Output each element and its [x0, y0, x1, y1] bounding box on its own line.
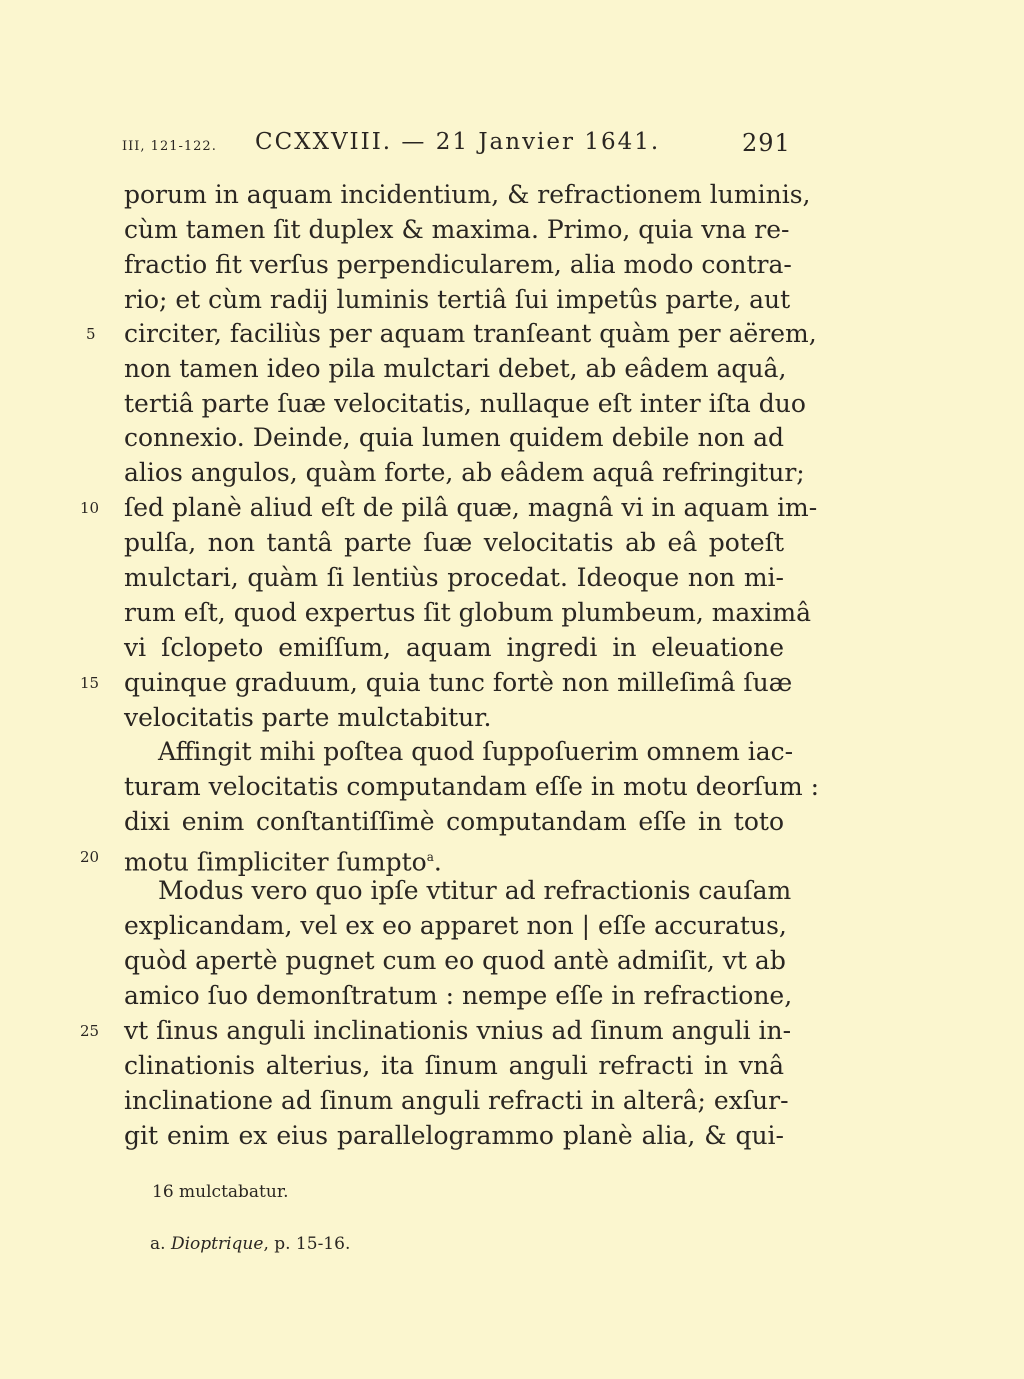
text-line: cùm tamen ſit duplex & maxima. Primo, quia vna re-: [124, 215, 790, 244]
text-line: rio; et cùm radij luminis tertiâ ſui impetûs parte, aut: [124, 285, 791, 314]
footnote-label: a.: [150, 1234, 166, 1254]
text-line: quinque graduum, quia tunc fortè non milleſimâ ſuæ: [124, 668, 793, 697]
text-line: ſed planè aliud eſt de pilâ quæ, magnâ vi in aquam im-: [124, 493, 818, 522]
text-line: circiter, faciliùs per aquam tranſeant quàm per aërem,: [124, 319, 817, 348]
text-line: turam velocitatis computandam eſſe in motu deorſum :: [124, 772, 820, 801]
source-reference: III, 121-122.: [122, 139, 217, 154]
text-line: Affingit mihi poſtea quod ſuppoſuerim omnem iac-: [158, 737, 794, 766]
text-line: dixi enim conſtantiſſimè computandam eſſe in toto: [124, 807, 784, 836]
text-line: non tamen ideo pila mulctari debet, ab eâdem aquâ,: [124, 354, 787, 383]
text-line: amico ſuo demonſtratum : nempe eſſe in refractione,: [124, 981, 793, 1010]
sentence-period: .: [433, 847, 442, 877]
line-number: 25: [80, 1022, 100, 1040]
variant-note: 16 mulctabatur.: [152, 1182, 289, 1202]
text-line: rum eſt, quod expertus ſit globum plumbeum, maximâ: [124, 598, 812, 627]
text-line: velocitatis parte mulctabitur.: [124, 703, 492, 732]
line-number: 15: [80, 674, 100, 692]
line-number: 10: [80, 499, 100, 517]
footnote-work-title: Dioptrique: [170, 1234, 264, 1254]
text-line: vi ſclopeto emiſſum, aquam ingredi in eleuatione: [124, 633, 784, 662]
text-line: clinationis alterius, ita ſinum anguli refracti in vnâ: [124, 1051, 784, 1080]
letter-title: CCXXVIII. — 21 Janvier 1641.: [255, 129, 661, 155]
footnote-pages: , p. 15-16.: [263, 1234, 351, 1254]
text-line: explicandam, vel ex eo apparet non | eſſe accuratus,: [124, 911, 787, 940]
text-line: inclinatione ad ſinum anguli refracti in alterâ; exſur-: [124, 1086, 789, 1115]
line-number: 5: [86, 325, 96, 343]
text-line: connexio. Deinde, quia lumen quidem debile non ad: [124, 423, 784, 452]
page-number: 291: [742, 129, 791, 157]
text-line: vt ſinus anguli inclinationis vnius ad ſinum anguli in-: [124, 1016, 792, 1045]
text-line: mulctari, quàm ſi lentiùs procedat. Ideoque non mi-: [124, 563, 784, 592]
text-line: porum in aquam incidentium, & refractionem luminis,: [124, 180, 811, 209]
text-line: tertiâ parte ſuæ velocitatis, nullaque eſt inter iſta duo: [124, 389, 806, 418]
text-line: fractio fit verſus perpendicularem, alia modo contra-: [124, 250, 792, 279]
text-line: quòd apertè pugnet cum eo quod antè admiſit, vt ab: [124, 946, 786, 975]
footnote: [150, 1232, 350, 1256]
text-line: git enim ex eius parallelogrammo planè alia, & qui-: [124, 1121, 784, 1150]
text-line: alios angulos, quàm forte, ab eâdem aquâ refringitur;: [124, 458, 805, 487]
footnote-marker: a: [426, 850, 434, 864]
text-line: pulſa, non tantâ parte ſuæ velocitatis ab eâ poteſt: [124, 528, 784, 557]
text-line-content: motu ſimpliciter ſumpto: [124, 847, 427, 877]
text-line: Modus vero quo ipſe vtitur ad refractionis cauſam: [158, 876, 792, 905]
page-header: [0, 126, 1024, 166]
line-number: 20: [80, 848, 100, 866]
